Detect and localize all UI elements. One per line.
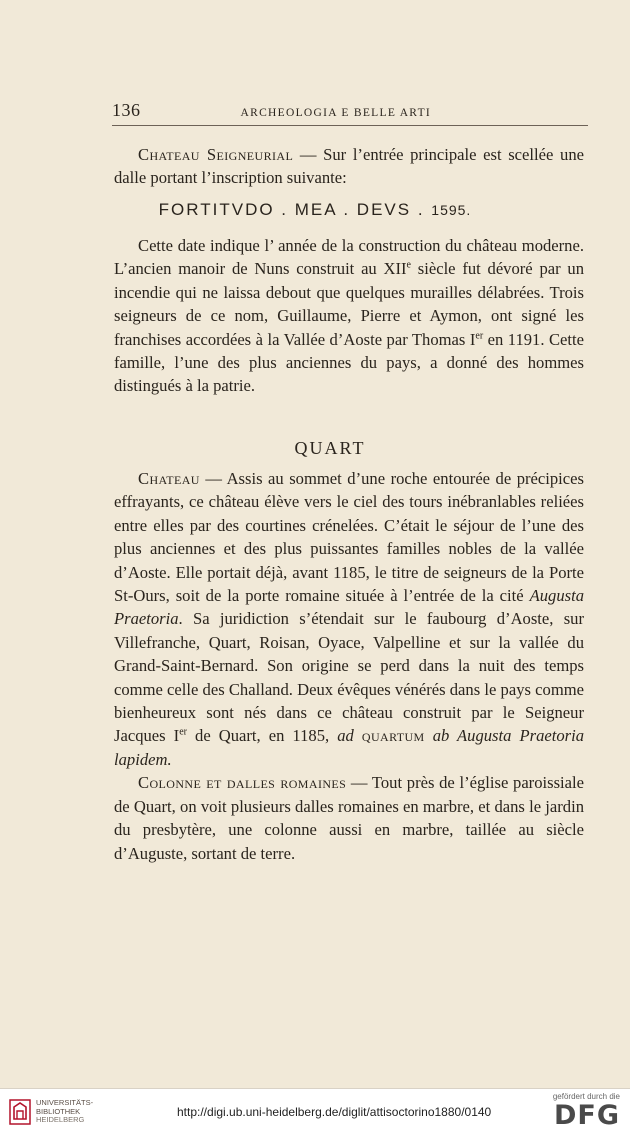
superscript: er <box>475 330 484 342</box>
page-number: 136 <box>112 100 141 120</box>
inscription-text: FORTITVDO . MEA . DEVS . <box>158 200 432 219</box>
dfg-funding[interactable] <box>553 1092 620 1131</box>
small-caps-text: quartum <box>361 726 425 746</box>
dfg-logo: DFG <box>553 1100 620 1131</box>
superscript: e <box>406 259 411 271</box>
funding-caption: gefördert durch die <box>552 1092 620 1101</box>
section-heading: Chateau Seigneurial <box>138 145 294 164</box>
library-logo[interactable] <box>8 1099 93 1125</box>
italic-text: Augusta Praetoria <box>114 586 584 629</box>
paragraph <box>114 234 584 398</box>
paragraph-text: Cette date indique l’ année de la construction du château moderne. L’ancien manoir de Nuns construit au XII <box>114 236 584 279</box>
running-head: ARCHEOLOGIA E BELLE ARTI <box>240 107 432 119</box>
paragraph <box>114 771 584 865</box>
library-name-line: BIBLIOTHEK <box>36 1106 81 1116</box>
section-chateau-quart <box>114 467 584 865</box>
paragraph-text: en 1191. Cette famille, l’une des plus anciennes du pays, a donné des hommes distingués à la patrie. <box>114 329 584 396</box>
university-seal-icon <box>8 1099 32 1125</box>
paragraph <box>114 143 584 190</box>
section-title: QUART <box>294 438 366 458</box>
library-name-line: HEIDELBERG <box>36 1115 85 1125</box>
italic-text: ab Augusta Praetoria lapidem. <box>114 726 585 769</box>
inscription-year: 1595. <box>431 202 472 218</box>
paragraph-text: — Assis au sommet d’une roche entourée de précipices effrayants, ce château élève vers le ciel des tours inébranlables reliées entre elles par des courtines crénelées. C’était le séjour de l’une des plus anciennes et des plus puissantes familles nobles de la vallée d’Aoste. Elle portait déjà, avant 1185, le titre de seigneurs de la Porte St-Ours, soit de la porte romaine située à l’entrée de la cité <box>114 469 584 606</box>
header-rule <box>112 125 588 126</box>
section-heading: Colonne et dalles romaines <box>138 773 347 793</box>
paragraph-text: siècle fut dévoré par un incendie qui ne laissa debout que quelques murailles délabrées. Trois seigneurs de ce nom, Guillaume, Pierre et Aymon, ont signé les franchises accordées à la Vallée d’Aoste par Thomas I <box>114 259 584 349</box>
inscription <box>0 200 630 220</box>
section-chateau-seigneurial <box>114 143 584 190</box>
page-header <box>112 100 590 121</box>
paragraph <box>114 467 584 771</box>
paragraph-text: . Sa juridiction s’étendait sur le faubourg d’Aoste, sur Villefranche, Quart, Roisan, Oyace, Valpelline et sur la vallée du Grand-Saint-Bernard. Son origine se perd dans la nuit des temps comme celle des Challand. Deux évêques vénérés dans le pays comme bienheureux sont nés dans ce château construit par le Seigneur Jacques I <box>114 609 584 746</box>
library-name <box>36 1099 93 1125</box>
paragraph-text: — Sur l’entrée principale est scellée une dalle portant l’inscription suivante: <box>114 145 584 188</box>
digitization-footer <box>0 1088 630 1136</box>
paragraph-text: de Quart, en 1185, <box>186 726 338 746</box>
paragraph-date <box>114 234 584 398</box>
permalink-url[interactable]: http://digi.ub.uni-heidelberg.de/diglit/attisoctorino1880/0140 <box>177 1105 492 1119</box>
library-name-line: UNIVERSITÄTS- <box>36 1098 94 1108</box>
superscript: er <box>179 726 187 738</box>
italic-text: ad <box>337 726 354 746</box>
section-heading: Chateau <box>138 469 200 488</box>
paragraph-text: — Tout près de l’église paroissiale de Quart, on voit plusieurs dalles romaines en marbre, et dans le jardin du presbytère, une colonne aussi en marbre, taillée au siècle d’Auguste, sortant de terre. <box>114 773 584 863</box>
